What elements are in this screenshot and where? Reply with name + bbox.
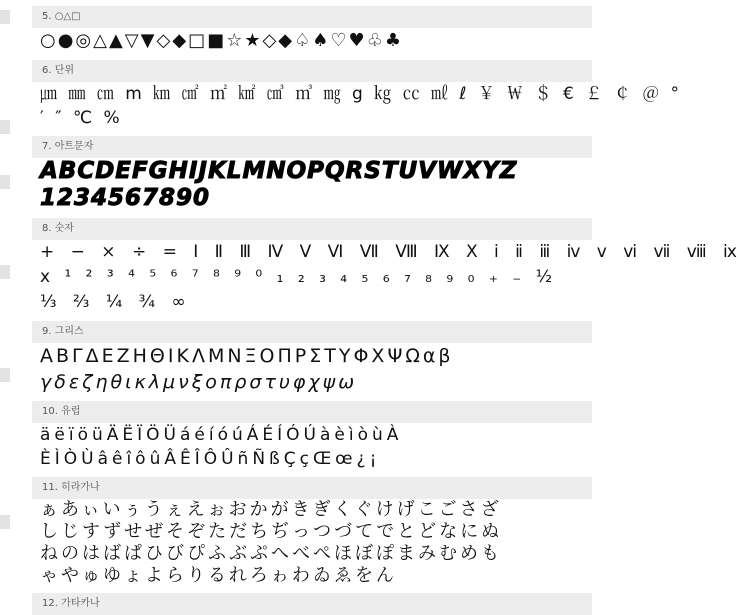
section-shapes — [32, 6, 592, 54]
art-numbers-row: 1234567890 — [40, 185, 211, 211]
european-row: äëïöüÄËÏÖÜáéíóúÁÉÍÓÚàèìòùÀ — [40, 425, 403, 445]
section-european — [32, 401, 592, 471]
section-art-letters — [32, 136, 592, 212]
hiragana-row: ねのはばぱひびぴふぶぷへべぺほぼぽまみむめも — [40, 543, 502, 564]
left-edge-marks — [0, 0, 12, 614]
section-header: 11. 히라가나 — [32, 477, 592, 499]
art-letters-row: ABCDEFGHIJKLMNOPQRSTUVWXYZ — [40, 158, 518, 184]
greek-row: ΑΒΓΔΕΖΗΘΙΚΛΜΝΞΟΠΡΣΤΥΦΧΨΩαβ — [40, 345, 454, 367]
hiragana-row: ゃやゅゆょよらりるれろゎわゐゑをん — [40, 565, 397, 586]
shapes-row: ○●◎△▲▽▼◇◆□■☆★◇◆♤♠♡♥♧♣ — [40, 30, 403, 51]
units-row: ′ ″ ℃ % — [40, 108, 123, 128]
section-units — [32, 60, 682, 130]
section-hiragana — [32, 477, 592, 587]
section-header: 8. 숫자 — [32, 218, 592, 240]
european-row: ÈÌÒÙâêîôûÂÊÎÔÛñÑßÇçŒœ¿¡ — [40, 449, 381, 469]
units-row: ㎛ ㎜ ㎝ m ㎞ ㎠ ㎡ ㎢ ㎤ ㎥ ㎎ g ㎏ ㏄ ㎖ ℓ ￥ ￦ ＄ € ￡ ￠ ＠ ° — [40, 84, 682, 104]
numbers-row: + − × ÷ = Ⅰ Ⅱ Ⅲ Ⅳ Ⅴ Ⅵ Ⅶ Ⅷ Ⅸ Ⅹ ⅰ ⅱ ⅲ ⅳ ⅴ ⅵ ⅶ ⅷ ⅸ — [40, 242, 738, 262]
section-greek — [32, 321, 592, 395]
hiragana-row: ぁあぃいぅうぇえぉおかがきぎくぐけげこごさざ — [40, 499, 502, 520]
special-characters-page — [32, 0, 738, 615]
section-header: 12. 가타카나 — [32, 593, 592, 615]
section-header: 6. 단위 — [32, 60, 592, 82]
section-header: 5. ○△□ — [32, 6, 592, 28]
section-numbers — [32, 218, 738, 315]
numbers-row: ⅓ ⅔ ¼ ¾ ∞ — [40, 292, 187, 312]
section-header: 7. 아트문자 — [32, 136, 592, 158]
section-header: 9. 그리스 — [32, 321, 592, 343]
section-header: 10. 유럽 — [32, 401, 592, 423]
hiragana-row: しじすずせぜそぞただちぢっつづてでとどなにぬ — [40, 521, 503, 542]
greek-row: γδεζηθικλμνξοπρστυφχψω — [40, 371, 358, 393]
numbers-row: ⅹ ¹ ² ³ ⁴ ⁵ ⁶ ⁷ ⁸ ⁹ ⁰ ₁ ₂ ₃ ₄ ₅ ₆ ₇ ₈ ₉ ₀ ₊ ₋ ½ — [40, 267, 554, 287]
section-katakana — [32, 593, 592, 615]
